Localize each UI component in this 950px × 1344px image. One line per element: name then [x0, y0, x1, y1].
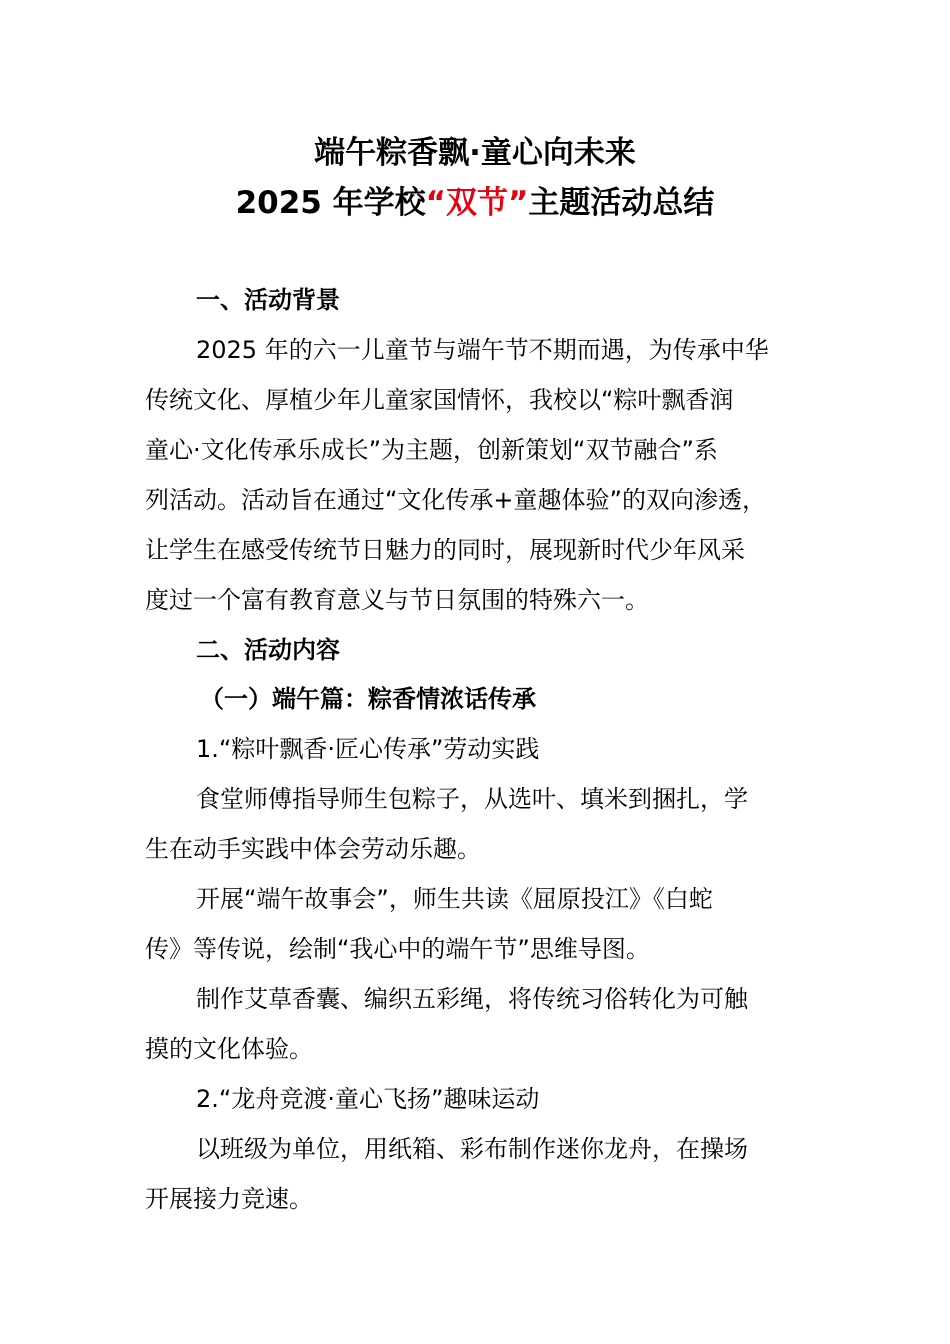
item-2-p1-line-2: 开展接力竞速。 — [145, 1185, 313, 1213]
item-1-title: 1.“粽叶飘香·匠心传承”劳动实践 — [196, 735, 540, 763]
item-1-p3-line-2: 摸的文化体验。 — [145, 1035, 313, 1063]
heading-content: 二、活动内容 — [196, 636, 340, 664]
item-2-p1-line-1: 以班级为单位，用纸箱、彩布制作迷你龙舟，在操场 — [196, 1135, 748, 1163]
item-1-p2-line-2: 传》等传说，绘制“我心中的端午节”思维导图。 — [145, 935, 650, 963]
background-line-4: 列活动。活动旨在通过“文化传承+童趣体验”的双向渗透， — [145, 486, 766, 514]
background-line-2: 传统文化、厚植少年儿童家国情怀，我校以“粽叶飘香润 — [145, 386, 734, 414]
background-line-6: 度过一个富有教育意义与节日氛围的特殊六一。 — [145, 586, 649, 614]
item-1-p1-line-1: 食堂师傅指导师生包粽子，从选叶、填米到捆扎，学 — [196, 785, 748, 813]
heading-part-1: （一）端午篇：粽香情浓话传承 — [200, 685, 536, 713]
background-line-5: 让学生在感受传统节日魅力的同时，展现新时代少年风采 — [145, 536, 745, 564]
title-suffix: 主题活动总结 — [528, 185, 715, 221]
background-line-1: 2025 年的六一儿童节与端午节不期而遇，为传承中华 — [196, 336, 769, 364]
title-highlight: “双节” — [425, 185, 529, 221]
item-1-p2-line-1: 开展“端午故事会”，师生共读《屈原投江》《白蛇 — [196, 885, 713, 913]
background-line-3: 童心·文化传承乐成长”为主题，创新策划“双节融合”系 — [145, 436, 718, 464]
heading-background: 一、活动背景 — [196, 286, 340, 314]
title-line-1: 端午粽香飘·童心向未来 — [314, 135, 636, 171]
title-year-school: 2025 年学校 — [235, 185, 426, 221]
item-2-title: 2.“龙舟竞渡·童心飞扬”趣味运动 — [196, 1085, 540, 1113]
item-1-p3-line-1: 制作艾草香囊、编织五彩绳，将传统习俗转化为可触 — [196, 985, 748, 1013]
item-1-p1-line-2: 生在动手实践中体会劳动乐趣。 — [145, 835, 481, 863]
title-line-2 — [0, 183, 950, 223]
